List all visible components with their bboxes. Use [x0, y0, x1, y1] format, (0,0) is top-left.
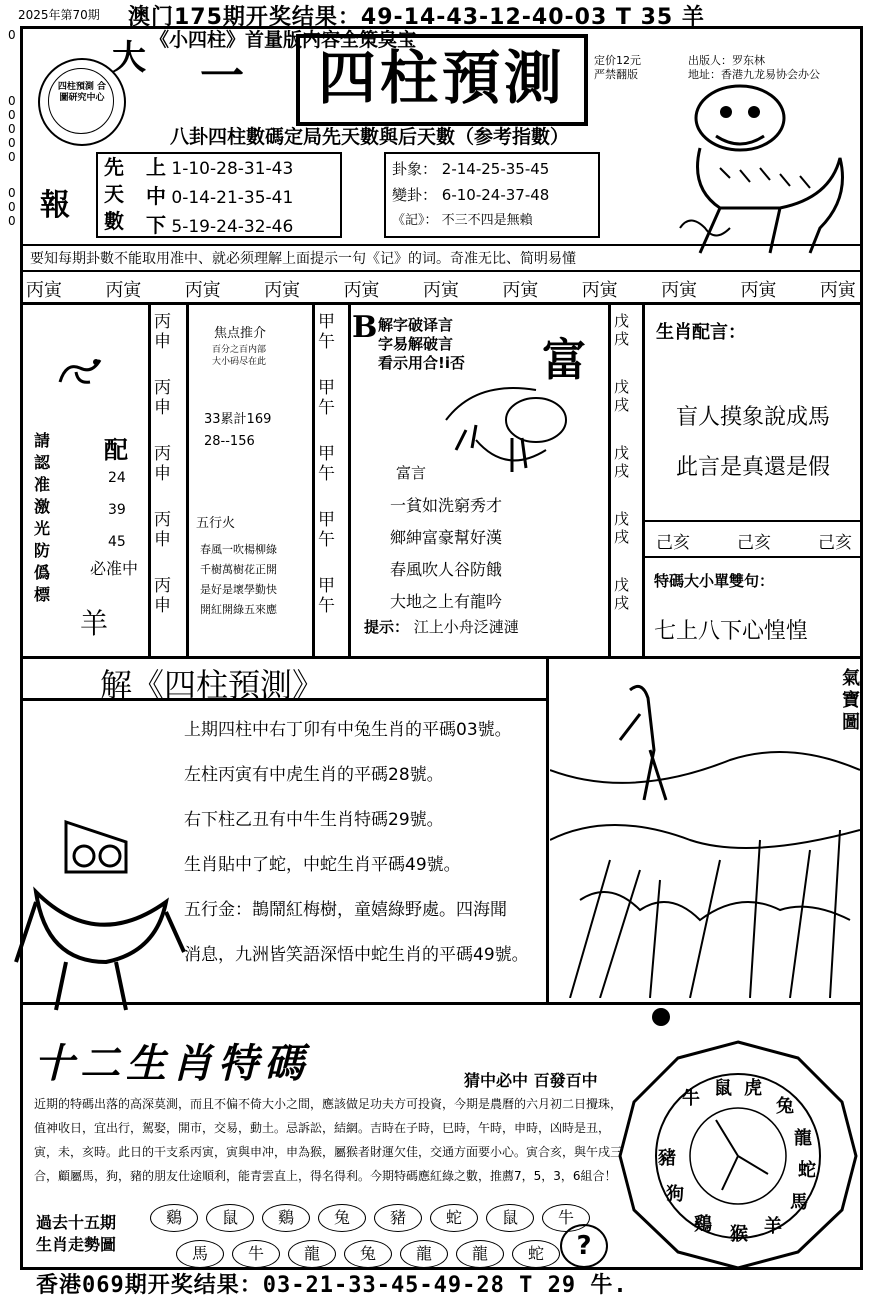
past-zodiac: 牛 [542, 1204, 590, 1232]
bingshen-cell: 丙申 [154, 444, 171, 484]
gua-label: 卦象： [392, 160, 438, 178]
black-dot [652, 1008, 670, 1026]
poem-line: 大地之上有龍吟 [390, 592, 503, 611]
jihai-row [656, 528, 852, 553]
divider [644, 520, 863, 522]
zero-mark: 0 [8, 136, 16, 150]
past-row-1 [150, 1204, 598, 1232]
divider [20, 244, 863, 246]
publisher-label: 出版人：罗东林 [688, 54, 765, 67]
wuxu-cell: 戊戌 [614, 312, 630, 348]
past-zodiac: 豬 [374, 1204, 422, 1232]
gua-row [392, 182, 549, 208]
row-pos: 上 [146, 155, 166, 179]
zero-mark: 0 [8, 200, 16, 214]
gua-nums: 6-10-24-37-48 [441, 186, 550, 204]
subtitle-banner: 《小四柱》首量版内容全策臭宝 [150, 29, 417, 51]
bingyin-cell: 丙寅 [105, 280, 142, 301]
wuxing-lines [200, 540, 277, 620]
slogan: 猜中必中 百發百中 [464, 1071, 598, 1090]
landscape-illustration [550, 660, 860, 998]
hint-text: 江上小舟泛漣漣 [413, 618, 519, 636]
past-zodiac: 蛇 [430, 1204, 478, 1232]
laser-label-vertical: 請認准激光防僞標 [34, 431, 51, 604]
wheel-animal: 牛 [682, 1088, 700, 1109]
bingyin-cell: 丙寅 [581, 280, 618, 301]
past-label-1: 過去十五期 [36, 1213, 117, 1232]
bingyin-row [26, 276, 856, 302]
address-label: 地址：香港九龙易协会办公 [688, 68, 820, 81]
row-pos: 下 [146, 213, 166, 237]
pei-num: 45 [108, 534, 126, 550]
past-row-2 [176, 1240, 568, 1268]
jihai-cell: 己亥 [737, 533, 771, 553]
bagua-left-labels [104, 154, 124, 235]
past-zodiac: 牛 [232, 1240, 280, 1268]
zodiac-saying-line-1: 盲人摸象說成馬 [676, 405, 831, 430]
bingyin-cell: 丙寅 [264, 280, 301, 301]
forecast-paragraph: 近期的特碼出落的高深莫測，而且不偏不倚大小之間，應該做足功夫方可投資，今期是農曆的六月初二日攪珠，值神收日，宜出行，駕娶，開市，交易，動土。忌訴訟，結網。吉時在子時，巳時，午時，申時，凶時是丑，寅，未，亥時。此日的干支系丙寅，寅與申冲，申為猴，屬猴者財運欠佳，交通方面要小心。寅合亥，與午戌三合，顧屬馬，狗，豬的朋友仕途順利，能青雲直上，得名得利。今期特碼應紅綠之數，推薦7，5，3，6組合！ [34, 1097, 623, 1183]
past-zodiac: 龍 [288, 1240, 336, 1268]
divider [20, 270, 863, 272]
riddle-line: 看示用合!i否 [378, 354, 465, 372]
zero-mark: 0 [8, 94, 16, 108]
brush-title: 十二生肖特碼 [34, 1040, 310, 1087]
lion-dance-illustration [660, 78, 858, 258]
row-pos: 中 [146, 184, 166, 208]
jihai-cell: 己亥 [656, 533, 690, 553]
zero-mark: 0 [8, 28, 16, 42]
tm-title: 特碼大小單雙句： [654, 572, 775, 590]
explain-line: 右下柱乙丑有中牛生肖特碼29號。 [184, 810, 444, 830]
past-zodiac: 鼠 [206, 1204, 254, 1232]
zodiac-saying-title: 生肖配言： [656, 322, 746, 343]
bingyin-cell: 丙寅 [26, 280, 62, 301]
riddle-line: 字易解破言 [378, 335, 454, 353]
brush-char-1: 大 [112, 38, 146, 78]
past-label [36, 1212, 116, 1256]
bagua-right-rows [392, 156, 549, 234]
zero-mark: 0 [8, 214, 16, 228]
seal-text: 四柱預測 合圖研究中心 [57, 82, 107, 103]
explain-line: 生肖貼中了蛇，中蛇生肖平碼49號。 [184, 855, 461, 875]
focus-line-1: 33累計169 [204, 412, 272, 427]
pei-num: 39 [108, 502, 126, 518]
poem-line: 一貧如洗窮秀才 [390, 496, 503, 515]
top-result-banner: 澳门175期开奖结果：49-14-43-12-40-03 T 35 羊 [128, 5, 705, 30]
explain-lines [184, 708, 529, 978]
wheel-animal: 猴 [730, 1224, 748, 1245]
jiawu-column [318, 312, 346, 642]
bagua-row [146, 183, 293, 212]
page-title: 四柱預測 [317, 44, 566, 112]
past-zodiac: 鼠 [486, 1204, 534, 1232]
bingyin-cell: 丙寅 [502, 280, 539, 301]
dragon-icon [56, 352, 104, 392]
gua-row [392, 156, 549, 182]
bingyin-cell: 丙寅 [740, 280, 777, 301]
past-label-2: 生肖走勢圖 [36, 1235, 117, 1254]
label-xian: 先 [104, 155, 124, 179]
wheel-animal: 虎 [744, 1078, 762, 1099]
bagua-row [146, 212, 293, 241]
bagua-row [146, 154, 293, 183]
past-zodiac: 龍 [400, 1240, 448, 1268]
zodiac-saying-line-2: 此言是真還是假 [676, 455, 831, 480]
wheel-animal: 豬 [658, 1148, 676, 1169]
wuxu-cell: 戊戌 [614, 510, 630, 546]
riddle-hint [364, 616, 519, 637]
wheel-animal: 鷄 [694, 1214, 712, 1235]
focus-line-2: 28--156 [204, 434, 255, 449]
divider [20, 698, 546, 701]
gua-nums: 不三不四是無賴 [441, 213, 533, 228]
pei-num: 24 [108, 470, 126, 486]
gua-nums: 2-14-25-35-45 [441, 160, 550, 178]
bingyin-cell: 丙寅 [343, 280, 380, 301]
wuxu-column [614, 312, 640, 642]
hint-label: 提示： [364, 618, 410, 636]
col-line [546, 656, 549, 1002]
focus-sub2: 大小码尽在此 [212, 357, 267, 367]
wuxu-cell: 戊戌 [614, 576, 630, 612]
past-zodiac: 兔 [318, 1204, 366, 1232]
notice-text: 要知每期卦數不能取用准中、就必须理解上面提示一句《记》的词。奇准无比、简明易懂 [30, 251, 576, 267]
focus-title: 焦点推介 [214, 326, 267, 341]
jiawu-cell: 甲午 [318, 378, 335, 418]
wuxu-cell: 戊戌 [614, 378, 630, 414]
divider [20, 1002, 863, 1005]
label-shu: 數 [104, 209, 124, 233]
no-copy-label: 严禁翻版 [594, 68, 638, 81]
divider [20, 656, 863, 659]
col-line [148, 304, 151, 656]
past-zodiac: 鷄 [150, 1204, 198, 1232]
wheel-animal: 龍 [794, 1128, 812, 1149]
footer-result: 香港069期开奖结果：03-21-33-45-49-28 T 29 牛. [36, 1273, 628, 1298]
riddle-sub: 富言 [396, 464, 427, 482]
wuxing-line: 春風一吹楊柳綠 [200, 543, 277, 556]
explain-title: 解《四柱預測》 [100, 666, 325, 704]
bingshen-cell: 丙申 [154, 378, 171, 418]
divider [20, 302, 863, 305]
riddle-illustration [436, 380, 576, 480]
explain-line: 左柱丙寅有中虎生肖的平碼28號。 [184, 765, 444, 785]
pei-label: 配 [104, 435, 128, 464]
zodiac-wheel [618, 1040, 858, 1270]
wuxu-cell: 戊戌 [614, 444, 630, 480]
brush-char-2: 一 [200, 51, 244, 102]
explain-line: 消息，九洲皆笑語深悟中蛇生肖的平碼49號。 [184, 945, 529, 965]
wheel-animal: 馬 [790, 1192, 808, 1213]
explain-line: 五行金：鵲鬧紅梅樹，童嬉綠野處。四海聞 [184, 900, 507, 920]
col-line [186, 304, 189, 656]
wheel-animal: 羊 [764, 1216, 782, 1237]
bingshen-cell: 丙申 [154, 510, 171, 550]
past-zodiac: 龍 [456, 1240, 504, 1268]
wheel-animal: 鼠 [714, 1078, 732, 1099]
bingyin-cell: 丙寅 [661, 280, 698, 301]
past-zodiac: 馬 [176, 1240, 224, 1268]
bagua-heading: 八卦四柱數碼定局先天數與后天數（参考指數） [170, 126, 570, 148]
gua-label: 變卦： [392, 186, 438, 204]
wuxing-line: 千樹萬樹花正開 [200, 563, 277, 576]
wuxing-line: 是好是壞學勤快 [200, 583, 277, 596]
row-nums: 5-19-24-32-46 [171, 217, 294, 237]
jiawu-cell: 甲午 [318, 444, 335, 484]
bingyin-cell: 丙寅 [819, 280, 856, 301]
wheel-animal: 狗 [666, 1184, 684, 1205]
row-nums: 1-10-28-31-43 [171, 159, 294, 179]
price-label: 定价12元 [594, 54, 641, 67]
divider [644, 556, 863, 558]
riddle-poem [390, 490, 502, 618]
col-line [312, 304, 315, 656]
zero-mark: 0 [8, 186, 16, 200]
gua-row [392, 208, 549, 234]
jiawu-cell: 甲午 [318, 312, 335, 352]
sure-label: 必准中 [90, 559, 139, 578]
label-tian: 天 [104, 182, 124, 206]
jiawu-cell: 甲午 [318, 510, 335, 550]
wuxing-line: 開紅開綠五來應 [200, 603, 277, 616]
tm-text: 七上八下心惶惶 [654, 619, 809, 644]
poem-line: 春風吹人谷防餓 [390, 560, 503, 579]
explain-line: 上期四柱中右丁卯有中兔生肖的平碼03號。 [184, 720, 512, 740]
riddle-lines [378, 316, 465, 373]
wheel-animal: 兔 [776, 1096, 794, 1117]
past-zodiac: 鷄 [262, 1204, 310, 1232]
art-label: 氣寶圖 [842, 668, 860, 733]
riddle-letter: B [352, 310, 378, 345]
bagua-rows [146, 154, 293, 241]
wheel-animal: 蛇 [798, 1160, 816, 1181]
past-zodiac: 蛇 [512, 1240, 560, 1268]
question-mark: ? [560, 1224, 608, 1268]
pei-numbers [108, 462, 126, 558]
riddle-big-char: 富 [542, 335, 586, 386]
brush-char-3: 報 [40, 188, 70, 223]
col-line [348, 304, 351, 656]
mascot-illustration [6, 812, 186, 1012]
animal-label: 羊 [80, 607, 109, 640]
jiawu-cell: 甲午 [318, 576, 335, 616]
col-line [608, 304, 611, 656]
bingshen-cell: 丙申 [154, 576, 171, 616]
gua-label: 《記》： [392, 213, 438, 228]
issue-label: 2025年第70期 [18, 8, 100, 22]
margin-zero-marks [8, 28, 18, 228]
focus-sub1: 百分之百内部 [212, 345, 267, 355]
col-line [642, 304, 645, 656]
riddle-line: 解字破译言 [378, 316, 454, 334]
bingshen-column [154, 312, 182, 642]
jihai-cell: 己亥 [818, 533, 852, 553]
zero-mark: 0 [8, 122, 16, 136]
bingyin-cell: 丙寅 [422, 280, 459, 301]
zero-mark: 0 [8, 150, 16, 164]
bingshen-cell: 丙申 [154, 312, 171, 352]
wuxing-title: 五行火 [196, 516, 236, 531]
poem-line: 鄉紳富豪幫好漢 [390, 528, 503, 547]
past-zodiac: 兔 [344, 1240, 392, 1268]
row-nums: 0-14-21-35-41 [171, 188, 294, 208]
zero-mark: 0 [8, 108, 16, 122]
bingyin-cell: 丙寅 [184, 280, 221, 301]
